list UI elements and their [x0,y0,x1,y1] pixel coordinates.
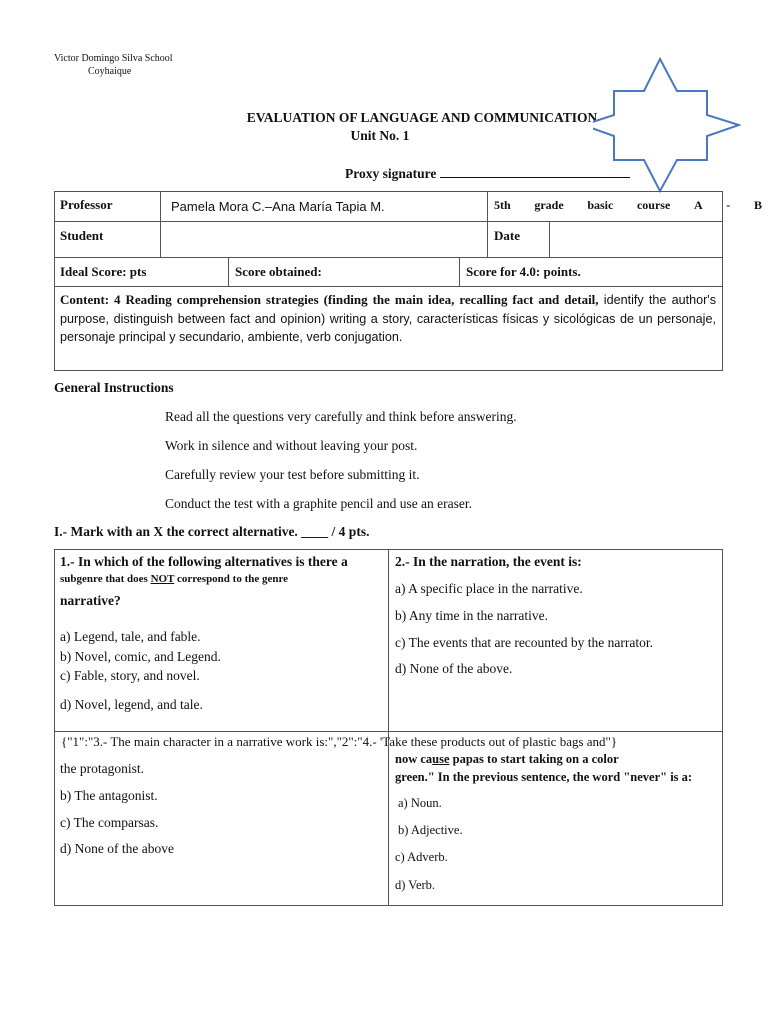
grade-course [488,191,762,222]
grade-word: B [753,198,762,212]
grade-word: - [726,198,731,212]
question-4 [389,732,723,906]
question-3 [54,732,388,906]
question-4-use: use [432,752,450,766]
school-name-line1: Victor Domingo Silva School [54,53,173,64]
score-obtained-label: Score obtained: [229,258,460,286]
question-4-line1-pre: now ca [395,752,433,766]
professor-value: Pamela Mora C.–Ana María Tapia M. [171,199,385,214]
question-1-line2-pre: subgenre that does [60,573,151,585]
question-2-option: c) The events that are recounted by the narrator. [395,635,654,650]
question-1-option: a) Legend, tale, and fable. [60,629,201,644]
question-1-line2-post: correspond to the genre [174,573,289,585]
score-4-label: Score for 4.0: points. [466,264,581,279]
grade-word: grade [534,198,564,212]
section-heading: I.- Mark with an X the correct alternative. ____ / 4 pts. [54,524,370,539]
grade-word: course [636,198,671,212]
school-city: Coyhaique [88,66,132,77]
question-3-option: the protagonist. [60,761,144,776]
question-1-line1: 1.- In which of the following alternatives is there a [60,554,348,569]
professor-label: Professor [54,191,161,222]
question-1-option: c) Fable, story, and novel. [60,668,200,683]
question-3-option: c) The comparsas. [60,815,159,830]
question-2 [389,550,723,731]
question-2-option: d) None of the above. [395,661,513,676]
question-1-line3: narrative? [60,593,121,608]
question-2-heading: 2.- In the narration, the event is: [395,554,582,569]
question-4-option: c) Adverb. [395,850,448,864]
question-4-line1-post: papas to start taking on a color [449,752,619,766]
grade-word: 5th [494,198,511,212]
grade-word: basic [587,198,614,212]
question-2-option: a) A specific place in the narrative. [395,581,583,596]
question-4-option: b) Adjective. [398,823,463,837]
question-4-option: a) Noun. [398,796,442,810]
instruction-item: Carefully review your test before submitting it. [165,467,420,482]
content-description [54,287,723,371]
question-4-line2: green." In the previous sentence, the word "never" is a: [395,770,693,784]
page-title: EVALUATION OF LANGUAGE AND COMMUNICATION [246,110,598,125]
question-4-line1 [395,752,619,767]
grade-word: A [693,198,703,212]
question-1-not: NOT [150,573,175,585]
question-3-heading: {"1":"3.- The main character in a narrative work is:","2":"4.- 'Take these products out of plastic bags and"} [61,734,618,749]
instruction-item: Read all the questions very carefully and think before answering. [165,409,517,424]
content-heading: Content: 4 Reading comprehension strategies (finding the main idea, recalling fact and detail, [60,292,599,307]
question-1-line2 [60,573,288,585]
question-4-option: d) Verb. [395,878,436,892]
proxy-signature [345,165,630,182]
question-3-option: b) The antagonist. [60,788,158,803]
content-text: identify the author's purpose, distinguish between fact and opinion) writing a story, características físicas y sicológicas de un personaje, personaje principal y secundario, ambiente, verb conjugation. [60,293,716,344]
question-3-option: d) None of the above [60,841,174,856]
question-1-option: d) Novel, legend, and tale. [60,697,203,712]
question-1-option: b) Novel, comic, and Legend. [60,649,221,664]
student-label: Student [54,222,161,257]
instruction-item: Conduct the test with a graphite pencil and use an eraser. [165,496,473,511]
unit-number: Unit No. 1 [350,128,410,143]
date-label: Date [488,222,550,257]
question-1 [54,550,388,731]
ideal-score-label: Ideal Score: pts [54,258,229,286]
star-stamp-icon [593,57,741,193]
question-2-option: b) Any time in the narrative. [395,608,548,623]
instruction-item: Work in silence and without leaving your post. [165,438,418,453]
instructions-heading: General Instructions [54,380,174,395]
school-name [54,52,173,78]
proxy-signature-label: Proxy signature [345,166,437,181]
